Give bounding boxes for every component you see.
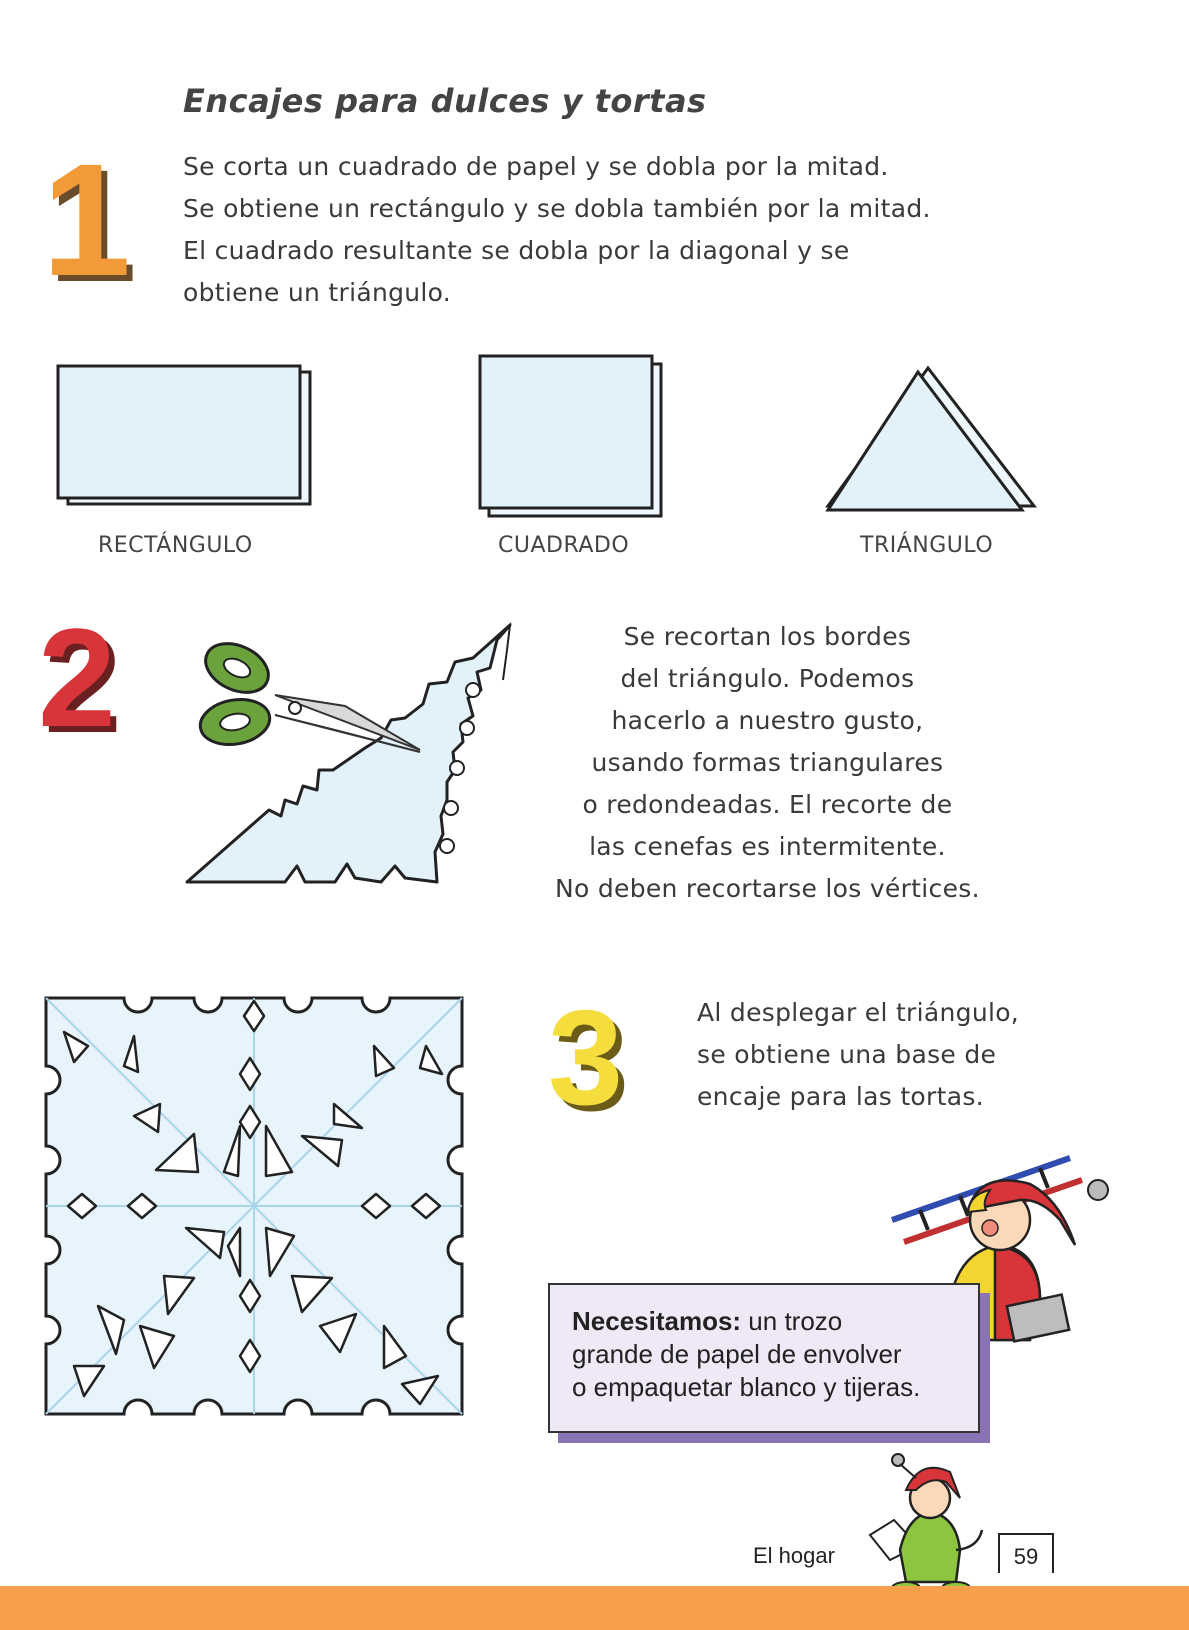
step-1-number: 1 bbox=[42, 130, 131, 309]
step-1-line: El cuadrado resultante se dobla por la diagonal y se bbox=[183, 236, 850, 265]
rectangle-illustration bbox=[50, 360, 330, 520]
scissors-icon bbox=[195, 640, 435, 770]
page-title: Encajes para dulces y tortas bbox=[183, 82, 707, 120]
triangle-illustration bbox=[818, 366, 1038, 516]
page-number: 59 bbox=[998, 1533, 1054, 1573]
step-2-line: las cenefas es intermitente. bbox=[589, 832, 946, 861]
materials-line-3: o empaquetar blanco y tijeras. bbox=[572, 1372, 921, 1402]
green-elf-illustration bbox=[860, 1450, 990, 1595]
step-2-line: hacerlo a nuestro gusto, bbox=[611, 706, 924, 735]
step-3-text bbox=[697, 992, 1019, 1118]
step-1-line: Se corta un cuadrado de papel y se dobla por la mitad. bbox=[183, 152, 889, 181]
step-3-line: Al desplegar el triángulo, bbox=[697, 998, 1020, 1027]
step-1-line: obtiene un triángulo. bbox=[183, 278, 452, 307]
materials-heading: Necesitamos: bbox=[572, 1306, 742, 1336]
step-2-text bbox=[555, 616, 980, 910]
step-3-line: se obtiene una base de bbox=[697, 1040, 997, 1069]
step-1-text bbox=[183, 146, 931, 314]
square-illustration bbox=[472, 354, 672, 524]
step-2-line: No deben recortarse los vértices. bbox=[555, 874, 980, 903]
step-2-line: usando formas triangulares bbox=[591, 748, 944, 777]
rectangle-label: RECTÁNGULO bbox=[98, 533, 253, 558]
step-2-number: 2 bbox=[38, 599, 116, 756]
step-2-line: Se recortan los bordes bbox=[623, 622, 912, 651]
footer-section-name: El hogar bbox=[753, 1543, 835, 1568]
materials-text: un trozo bbox=[741, 1306, 843, 1336]
lace-doily-illustration bbox=[44, 996, 464, 1416]
step-3-line: encaje para las tortas. bbox=[697, 1082, 984, 1111]
square-label: CUADRADO bbox=[498, 533, 630, 558]
step-2-line: o redondeadas. El recorte de bbox=[582, 790, 953, 819]
footer-bar bbox=[0, 1586, 1189, 1630]
step-3-number: 3 bbox=[548, 982, 624, 1133]
materials-line-2: grande de papel de envolver bbox=[572, 1339, 902, 1369]
materials-line-1 bbox=[572, 1305, 956, 1338]
step-1-line: Se obtiene un rectángulo y se dobla también por la mitad. bbox=[183, 194, 931, 223]
materials-box bbox=[548, 1283, 980, 1433]
step-2-line: del triángulo. Podemos bbox=[620, 664, 915, 693]
triangle-label: TRIÁNGULO bbox=[860, 533, 994, 558]
